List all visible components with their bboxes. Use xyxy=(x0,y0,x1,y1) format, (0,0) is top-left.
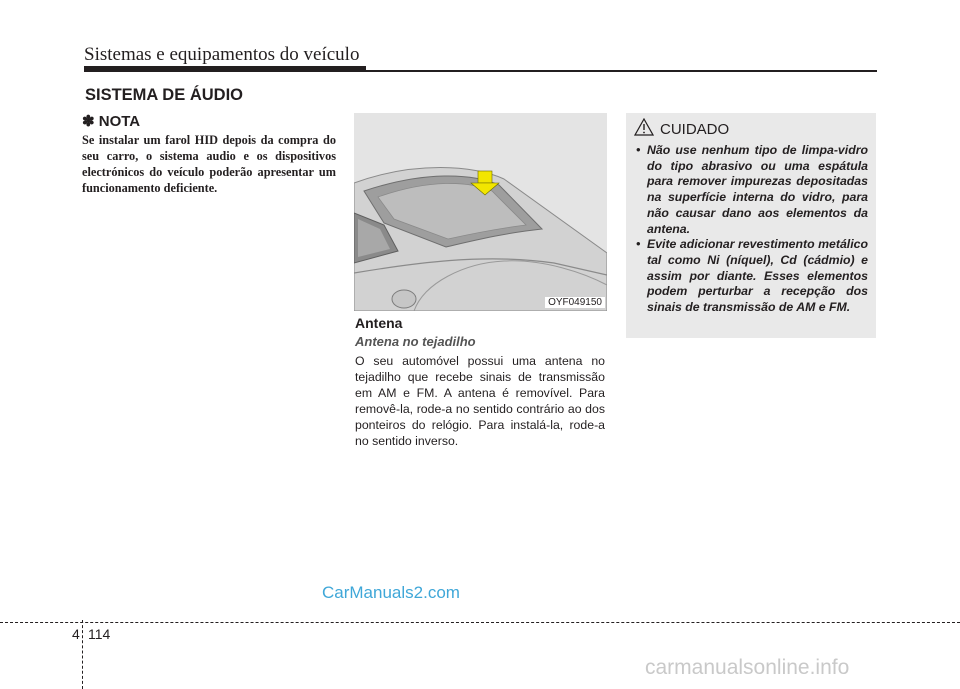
antena-subtitle: Antena no tejadilho xyxy=(355,334,476,349)
page-header-title: Sistemas e equipamentos do veículo xyxy=(84,44,360,65)
caution-item: • Evite adicionar revestimento metálico tal como Ni (níquel), Cd (cádmio) e assim por diante. Esses elementos podem perturbar a recepção dos sinais de transmissão de AM e FM. xyxy=(636,237,868,315)
caution-item: • Não use nenhum tipo de limpa-vidro do tipo abrasivo ou uma espátula para remover impurezas depositadas na superfície interna do vidro, para não causar dano aos elementos da antena. xyxy=(636,143,868,236)
page-number: 114 xyxy=(88,626,111,642)
footer-rule-vertical xyxy=(82,620,83,689)
note-body: Se instalar um farol HID depois da compra do seu carro, o sistema audio e os dispositivos electrónicos do veículo poderão apresentar um funcionamento deficiente. xyxy=(82,133,336,195)
figure-code: OYF049150 xyxy=(545,297,605,308)
antenna-figure xyxy=(354,113,607,311)
section-title: SISTEMA DE ÁUDIO xyxy=(85,86,243,104)
page-section-number: 4 xyxy=(72,626,80,642)
antena-body: O seu automóvel possui uma antena no tejadilho que recebe sinais de transmissão em AM e FM. A antena é removível. Para removê-la, rode-a no sentido contrário ao dos ponteiros do relógio. Para instalá-la, rode-a no sentido inverso. xyxy=(355,354,605,448)
note-heading: ✽ NOTA xyxy=(82,113,141,130)
caution-box xyxy=(626,113,876,338)
watermark-link[interactable]: CarManuals2.com xyxy=(322,583,460,602)
warning-triangle-icon xyxy=(634,118,654,136)
header-rule xyxy=(84,70,877,72)
caution-title: CUIDADO xyxy=(660,121,730,138)
footer-rule xyxy=(0,622,960,623)
car-roof-illustration xyxy=(354,113,607,311)
caution-list xyxy=(636,143,868,316)
antena-title: Antena xyxy=(355,315,403,331)
site-footer: carmanualsonline.info xyxy=(645,656,850,679)
